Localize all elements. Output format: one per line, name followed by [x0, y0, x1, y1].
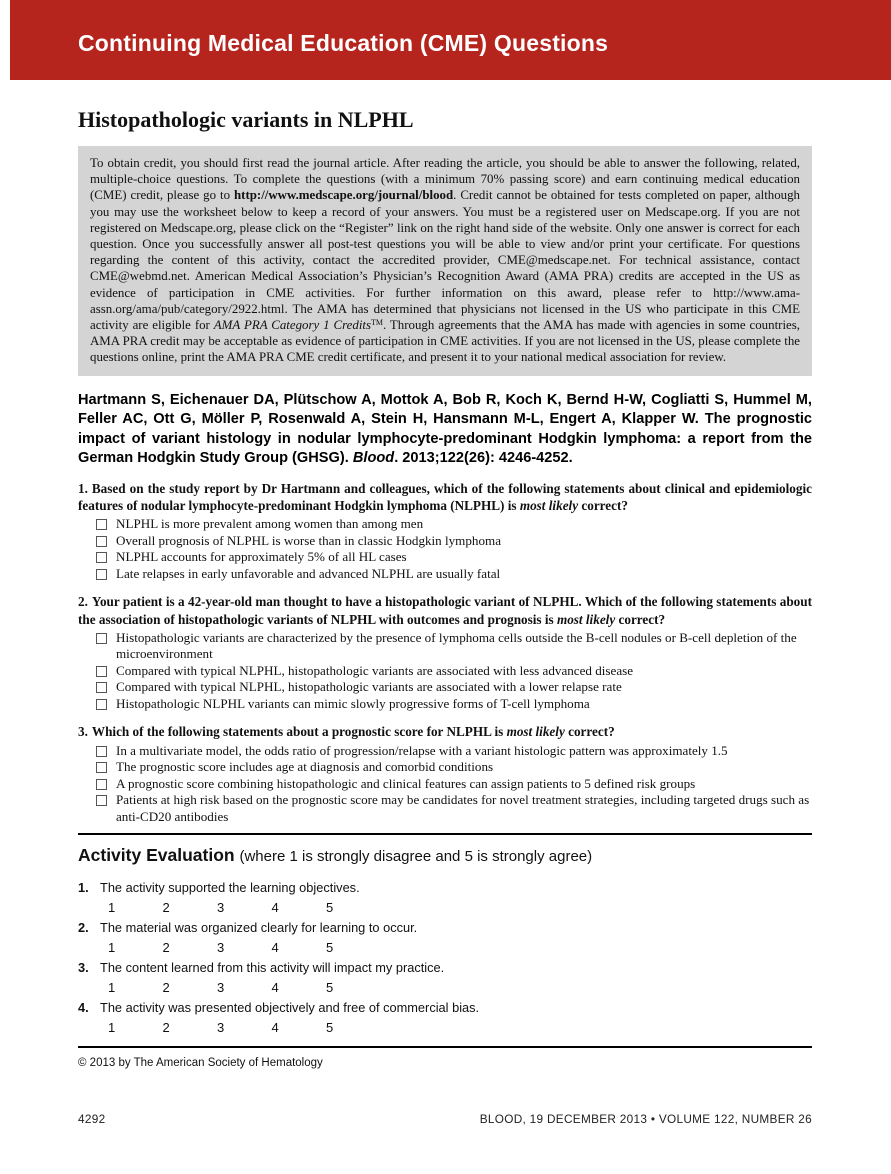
stem-emphasis: most likely [556, 611, 616, 627]
eval-item-4 [78, 1001, 812, 1014]
question-1-stem [78, 480, 812, 515]
cme-header-banner [10, 0, 891, 80]
rating-option[interactable]: 5 [326, 900, 334, 916]
question-stem-end: correct? [615, 611, 666, 627]
page-content [78, 80, 812, 1070]
rating-option[interactable]: 3 [217, 940, 225, 956]
copyright-line: © 2013 by The American Society of Hematology [78, 1057, 323, 1070]
ama-pra-credits-label: AMA PRA Category 1 Credits [213, 318, 372, 333]
answer-option[interactable] [78, 533, 812, 550]
option-label: In a multivariate model, the odds ratio of progression/relapse with a variant histologic pattern was approximately 1.5 [116, 742, 728, 758]
question-3-options [78, 743, 812, 826]
rating-option[interactable]: 5 [326, 1020, 334, 1036]
eval-item-2 [78, 921, 812, 934]
instructions-text-2: . Credit cannot be obtained for tests completed on paper, although you may use the worksheet below to keep a record of your answers. You must be a registered user on Medscape.org. If you are not registered on Medscape.org, please click on the “Register” link on the right hand side of the website. Only one answer is correct for each question. Once you successfully answer all post-test questions you will be able to view and/or print your certificate. For questions regarding the content of this activity, contact the accredited provider, CME@medscape.net. For technical assistance, contact CME@webmd.net. American Medical Association’s Physician’s Recognition Award (AMA PRA) credits are accepted in the US as evidence of participation in CME activities. For further information on this award, please refer to http://www.ama-assn.org/ama/pub/category/2922.html. The AMA has determined that physicians not licensed in the US who participate in this CME activity are eligible for [90, 188, 800, 333]
option-label: A prognostic score combining histopathologic and clinical features can assign patients to 5 defined risk groups [116, 775, 696, 791]
option-label: NLPHL is more prevalent among women than among men [116, 516, 424, 532]
option-label: Compared with typical NLPHL, histopathologic variants are associated with a lower relapse rate [116, 679, 622, 695]
evaluation-heading-note: (where 1 is strongly disagree and 5 is strongly agree) [239, 848, 593, 866]
question-number: 2. [78, 594, 88, 610]
option-label: Patients at high risk based on the prognostic score may be candidates for novel treatment strategies, including targeted drugs such as anti-CD20 antibodies [116, 792, 810, 824]
journal-name: Blood [352, 450, 395, 467]
rating-option[interactable]: 1 [108, 900, 116, 916]
question-stem-text: Based on the study report by Dr Hartmann and colleagues, which of the following statements about clinical and epidemiologic features of nodular lymphocyte-predominant Hodgkin lymphoma (NLPHL) is [78, 480, 812, 513]
checkbox-icon[interactable] [96, 666, 107, 677]
question-1-options [78, 516, 812, 582]
question-3-stem [78, 723, 812, 740]
eval-item-number: 4. [78, 1000, 89, 1016]
question-2-stem [78, 593, 812, 628]
checkbox-icon[interactable] [96, 633, 107, 644]
answer-option[interactable] [78, 696, 812, 713]
question-2 [78, 593, 812, 712]
option-label: Late relapses in early unfavorable and advanced NLPHL are usually fatal [116, 565, 501, 581]
answer-option[interactable] [78, 759, 812, 776]
answer-option[interactable] [78, 516, 812, 533]
eval-item-1 [78, 881, 812, 894]
checkbox-icon[interactable] [96, 569, 107, 580]
checkbox-icon[interactable] [96, 699, 107, 710]
rating-option[interactable]: 4 [271, 900, 279, 916]
rating-option[interactable]: 3 [217, 980, 225, 996]
section-divider [78, 833, 812, 835]
rating-option[interactable]: 5 [326, 940, 334, 956]
question-3 [78, 723, 812, 825]
evaluation-heading-label: Activity Evaluation [78, 845, 235, 866]
checkbox-icon[interactable] [96, 746, 107, 757]
checkbox-icon[interactable] [96, 762, 107, 773]
rating-option[interactable]: 3 [217, 1020, 225, 1036]
instructions-text-1: To obtain credit, you should first read the journal article. After reading the article, you should be able to answer the following, related, multiple-choice questions. To complete the questions (with a minimum 70% passing score) and earn continuing medical education (CME) credit, please go to [90, 156, 800, 203]
checkbox-icon[interactable] [96, 536, 107, 547]
question-2-options [78, 630, 812, 713]
running-footer [78, 1112, 812, 1126]
answer-option[interactable] [78, 792, 812, 825]
eval-item-text: The content learned from this activity will impact my practice. [100, 960, 445, 976]
checkbox-icon[interactable] [96, 682, 107, 693]
rating-option[interactable]: 5 [326, 980, 334, 996]
rating-option[interactable]: 2 [162, 900, 170, 916]
question-number: 1. [78, 480, 88, 496]
rating-scale-1 [108, 901, 812, 914]
eval-item-number: 1. [78, 880, 89, 896]
option-label: Histopathologic NLPHL variants can mimic slowly progressive forms of T-cell lymphoma [116, 695, 590, 711]
rating-option[interactable]: 1 [108, 980, 116, 996]
page-number: 4292 [78, 1112, 106, 1126]
option-label: Histopathologic variants are characterized by the presence of lymphoma cells outside the B-cell nodules or B-cell depletion of the microenvironment [116, 629, 797, 662]
rating-option[interactable]: 1 [108, 940, 116, 956]
eval-item-text: The activity supported the learning objectives. [100, 880, 360, 896]
instructions-text-3: . Through agreements that the AMA has made with agencies in some countries, AMA PRA credit may be acceptable as evidence of participation in CME activities. If you are not licensed in the US, please complete the questions online, print the AMA PRA CME credit certificate, and present it to your national medical association for review. [90, 318, 800, 365]
eval-item-3 [78, 961, 812, 974]
checkbox-icon[interactable] [96, 519, 107, 530]
answer-option[interactable] [78, 776, 812, 793]
article-citation [78, 391, 812, 469]
option-label: Compared with typical NLPHL, histopathologic variants are associated with less advanced disease [116, 662, 634, 678]
banner-title: Continuing Medical Education (CME) Questions [78, 30, 609, 56]
rating-option[interactable]: 2 [162, 940, 170, 956]
rating-option[interactable]: 2 [162, 980, 170, 996]
rating-option[interactable]: 1 [108, 1020, 116, 1036]
question-stem-end: correct? [564, 724, 615, 740]
eval-item-number: 3. [78, 960, 89, 976]
question-1 [78, 480, 812, 583]
rating-scale-2 [108, 941, 812, 954]
medscape-journal-url: http://www.medscape.org/journal/blood [233, 188, 454, 203]
journal-volume-line: BLOOD, 19 DECEMBER 2013 • VOLUME 122, NUMBER 26 [479, 1112, 812, 1126]
checkbox-icon[interactable] [96, 552, 107, 563]
answer-option[interactable] [78, 663, 812, 680]
question-stem-text: Your patient is a 42-year-old man thought to have a histopathologic variant of NLPHL. Which of the following statements about the association of histopathologic variants of NLPHL with outcomes and prognosis is [78, 594, 812, 627]
article-title: Histopathologic variants in NLPHL [78, 107, 414, 132]
rating-option[interactable]: 2 [162, 1020, 170, 1036]
stem-emphasis: most likely [519, 497, 579, 513]
question-stem-text: Which of the following statements about a prognostic score for NLPHL is [91, 724, 507, 740]
answer-option[interactable] [78, 549, 812, 566]
eval-item-text: The activity was presented objectively and free of commercial bias. [100, 1000, 480, 1016]
rating-scale-3 [108, 981, 812, 994]
checkbox-icon[interactable] [96, 779, 107, 790]
option-label: The prognostic score includes age at diagnosis and comorbid conditions [116, 759, 494, 775]
stem-emphasis: most likely [506, 724, 565, 740]
answer-option[interactable] [78, 630, 812, 663]
option-label: NLPHL accounts for approximately 5% of all HL cases [116, 549, 407, 565]
checkbox-icon[interactable] [96, 795, 107, 806]
eval-item-number: 2. [78, 920, 89, 936]
rating-option[interactable]: 4 [271, 1020, 279, 1036]
trademark-symbol: TM [371, 318, 384, 328]
citation-volume-pages: . 2013;122(26): 4246-4252. [394, 450, 573, 467]
question-stem-end: correct? [578, 497, 628, 513]
rating-option[interactable]: 3 [217, 900, 225, 916]
activity-evaluation-heading [78, 845, 812, 867]
rating-scale-4 [108, 1021, 812, 1034]
cme-instructions-box [78, 146, 812, 376]
citation-authors-title: Hartmann S, Eichenauer DA, Plütschow A, Mottok A, Bob R, Koch K, Bernd H-W, Cogliatti S, Hummel M, Feller AC, Ott G, Möller P, Rosenwald A, Stein H, Hansmann M-L, Engert A, Klapper W. The prognostic impact of variant histology in nodular lymphocyte-predominant Hodgkin lymphoma: a report from the German Hodgkin Study Group (GHSG). [78, 391, 812, 467]
rating-option[interactable]: 4 [271, 940, 279, 956]
eval-item-text: The material was organized clearly for learning to occur. [100, 920, 418, 936]
answer-option[interactable] [78, 743, 812, 760]
answer-option[interactable] [78, 679, 812, 696]
question-number: 3. [78, 724, 88, 740]
footer-divider [78, 1046, 812, 1048]
option-label: Overall prognosis of NLPHL is worse than in classic Hodgkin lymphoma [116, 532, 501, 548]
rating-option[interactable]: 4 [271, 980, 279, 996]
answer-option[interactable] [78, 566, 812, 583]
